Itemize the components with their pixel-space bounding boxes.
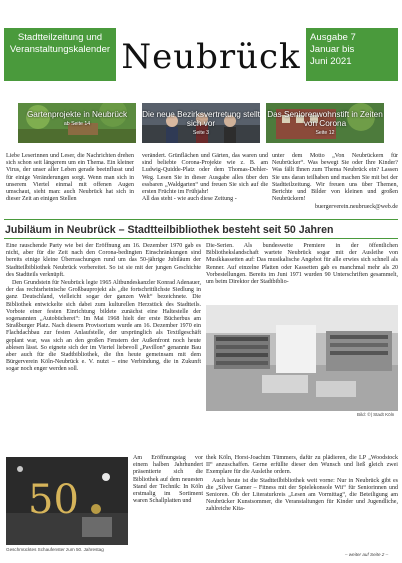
article-lower-right-text: thek Köln, Horst-Joachim Tümmers, dafür zu plädieren, die LP „Woodstock II“ anzuschaffen. Gerne erfüllte dieser den Wunsch und ließ gleich zwei Exemplare für die Ausleihe ordern. Auch heute ist die Stadtteilbibliothek weit vorne: Nur in Neubrück gibt es die „Silver Gamer – Fitness mit der Spielekonsole Wii“ für Seniorinnen und Senioren. Ob der Literaturkreis „Lesen am Vormittag“, die Beteiligung am Neubrücker Kunstsommer, die Veranstaltungen für Kinder und Jugendliche, zahlreiche Kita- [206,455,398,513]
article-column-2: Die-Serien. Als bundesweite Premiere in der öffentlichen Bibliothekslandschaft wartete Neubrück sogar mit der Ausleihe von Musikkassetten auf: Das musikalische Angebot für alle erwies sich schnell als Renner. Auf einzelne Platten oder Kassetten gab es manchmal mehr als 20 Vorbestellungen. Bereits im Juni 1971 wurden 90 Unterschriften gesammelt, um beim Direktor der Stadtbiblio- [206,243,398,286]
article-lower-left-text: Am Eröffnungstag vor einem halben Jahrhundert präsentierte sich die Bibliothek auf dem neuesten Stand der Technik: In Köln erstmalig im Sortiment waren Schallplatten und [133,455,203,505]
teaser-council-title: Die neue Bezirksvertretung stellt sich vor Seite 3 [142,110,260,136]
intro-column-2-end: All das steht - wie auch diese Zeitung - [142,196,237,203]
header-left-text: Stadtteilzeitung und Veranstaltungskalender [9,32,111,55]
teaser-seniors[interactable] [266,103,384,143]
issue-line: Ausgabe 7 [310,32,356,43]
teaser-council-page: Seite 3 [192,130,210,136]
teaser-garden[interactable] [18,103,136,143]
teaser-garden-page: ab Seite 14 [63,121,91,127]
teaser-seniors-title: Das Seniorenwohnstift in Zeiten von Corona Seite 12 [267,110,383,136]
article-present-day: Auch heute ist die Stadtteilbibliothek weit vorne: Nur in Neubrück gibt es die „Silver Gamer – Fitness mit der Spielekonsole Wii“ für Seniorinnen und Senioren. Ob der Literaturkreis „Lesen am Vormittag“, die Beteiligung am Neubrücker Kunstsommer, die Veranstaltungen für Kinder und Jugendliche, zahlreiche Kita- [206,477,398,513]
svg-text:50: 50 [28,477,79,523]
window-photo-caption: Geschmücktes Schaufenster zum 50. Jahrestag [6,547,104,552]
logo [118,32,304,82]
anniversary-window-photo [6,457,128,545]
teaser-garden-title: Gartenprojekte in Neubrück ab Seite 14 [18,110,136,129]
article-headline: Jubiläum in Neubrück – Stadtteilbibliothek besteht seit 50 Jahren [5,224,334,236]
logo-text: Neubrück [121,37,301,77]
photo-credit: Bild: ©| Stadt Köln [357,412,395,417]
teaser-seniors-page: Seite 12 [315,130,335,136]
continued-note[interactable]: – weiter auf Seite 2 – [345,552,389,557]
header-left-box [4,28,116,81]
intro-column-2: verändert. Grünflächen und Gärten, das waren und sind beliebte Corona-Projekte wie z. B. am Ludwig-Quidde-Platz oder dem Thomas-Dehler-Weg. Lesen Sie in dieser Ausgabe alles über den essbaren „Waldgarten“ und freuen Sie sich auf die ersten Früchte im Frühjahr! All das steht - wie auch diese Zeitung - [142,153,268,203]
library-photo [206,305,398,411]
period-line-1: Januar bis [310,44,355,55]
divider-top [4,219,398,220]
intro-column-1: Liebe Leserinnen und Leser, die Nachrichten drehen sich schon seit längerem um ein Thema. Ein kleiner Virus, der unser aller Leben gerade beeinflusst und für einige Veränderungen sorgt. Wenn man sich in unserem Viertel einmal mit offenen Augen umschaut, sieht man: auch Neubrück hat sich in dieser Zeit an einigen Stellen [6,153,134,203]
period-line-2: Juni 2021 [310,56,352,67]
divider-headline [4,238,398,239]
article-column-1: Eine rauschende Party wie bei der Eröffnung am 16. Dezember 1970 gab es nicht, aber für die Zeit nach den Corona-bedingten Einschränkungen sind bereits einige kleine Überraschungen rund um das 50-jährige Jubiläum der Stadtteilbibliothek Neubrück vorbereitet. So ist sie mit der jungen Geschichte des Stadtteils verknüpft. Den Grundstein für Neubrück legte 1965 Altbundeskanzler Konrad Adenauer, der das rechtsrheinische Großbauprojekt als „die fortschrittlichste Siedlung in ganz Deutschland, vielleicht sogar der ganzen Welt“ bezeichnete. Die Bibliothek entwickelte sich dabei zum kulturellen Herzstück des Stadtteils. Vorbote einer festen Einrichtung bildete zunächst eine Haltestelle der sogenannten „Autobücherei“: Im Mai 1968 hielt der erste Bücherbus am Straßburger Platz. Nach diesem Provisorium wurde am 16. Dezember 1970 ein Flachdachbau zur festen Anlaufstelle, der ursprünglich als Textilgeschäft geplant war, was sich an den großen Fenstern der Außenfront noch heute ablesen lässt. So eignete sich der im Viertel liebevoll „Pavillon“ genannte Bau aber auch für die Stadtbibliothek, die ihn heute gemeinsam mit dem Bürgerverein Köln-Neubrück e. V. nutzt – eine Verbindung, die in Zukunft sogar noch enger werden soll. [6,243,201,373]
intro-column-3: unter dem Motto „Von Neubrückern für Neubrücker“. Was bewegt Sie oder Ihre Kinder? Was fällt Ihnen zum Thema Neubrück ein? Lassen Sie uns daran teilhaben und machen Sie mit bei der Stadtteilzeitung. Wir freuen uns über Themen, Berichte und Bilder von kleinen und großen Neubrückern! buergerverein.neubrueck@web.de [272,153,398,211]
article-column-1-history: Den Grundstein für Neubrück legte 1965 Altbundeskanzler Konrad Adenauer, der das rechtsrheinische Großbauprojekt als „die fortschrittlichste Siedlung in ganz Deutschland, vielleicht sogar der ganzen Welt“ bezeichnete. Die Bibliothek entwickelte sich dabei zum kulturellen Herzstück des Stadtteils. Vorbote einer festen Einrichtung bildete zunächst eine Haltestelle der sogenannten „Autobücherei“: Im Mai 1968 hielt der erste Bücherbus am Straßburger Platz. Nach diesem Provisorium wurde am 16. Dezember 1970 ein Flachdachbau zur festen Anlaufstelle, der ursprünglich als Textilgeschäft geplant war, was sich an den großen Fenstern der Außenfront noch heute ablesen lässt. So eignete sich der im Viertel liebevoll „Pavillon“ genannte Bau aber auch für die Stadtbibliothek, die ihn heute gemeinsam mit dem Bürgerverein Köln-Neubrück e. V. nutzt – eine Verbindung, die in Zukunft sogar noch enger werden soll. [6,280,201,373]
contact-email[interactable]: buergerverein.neubrueck@web.de [314,204,398,211]
teaser-council[interactable] [142,103,260,143]
header-right-box [306,28,398,81]
